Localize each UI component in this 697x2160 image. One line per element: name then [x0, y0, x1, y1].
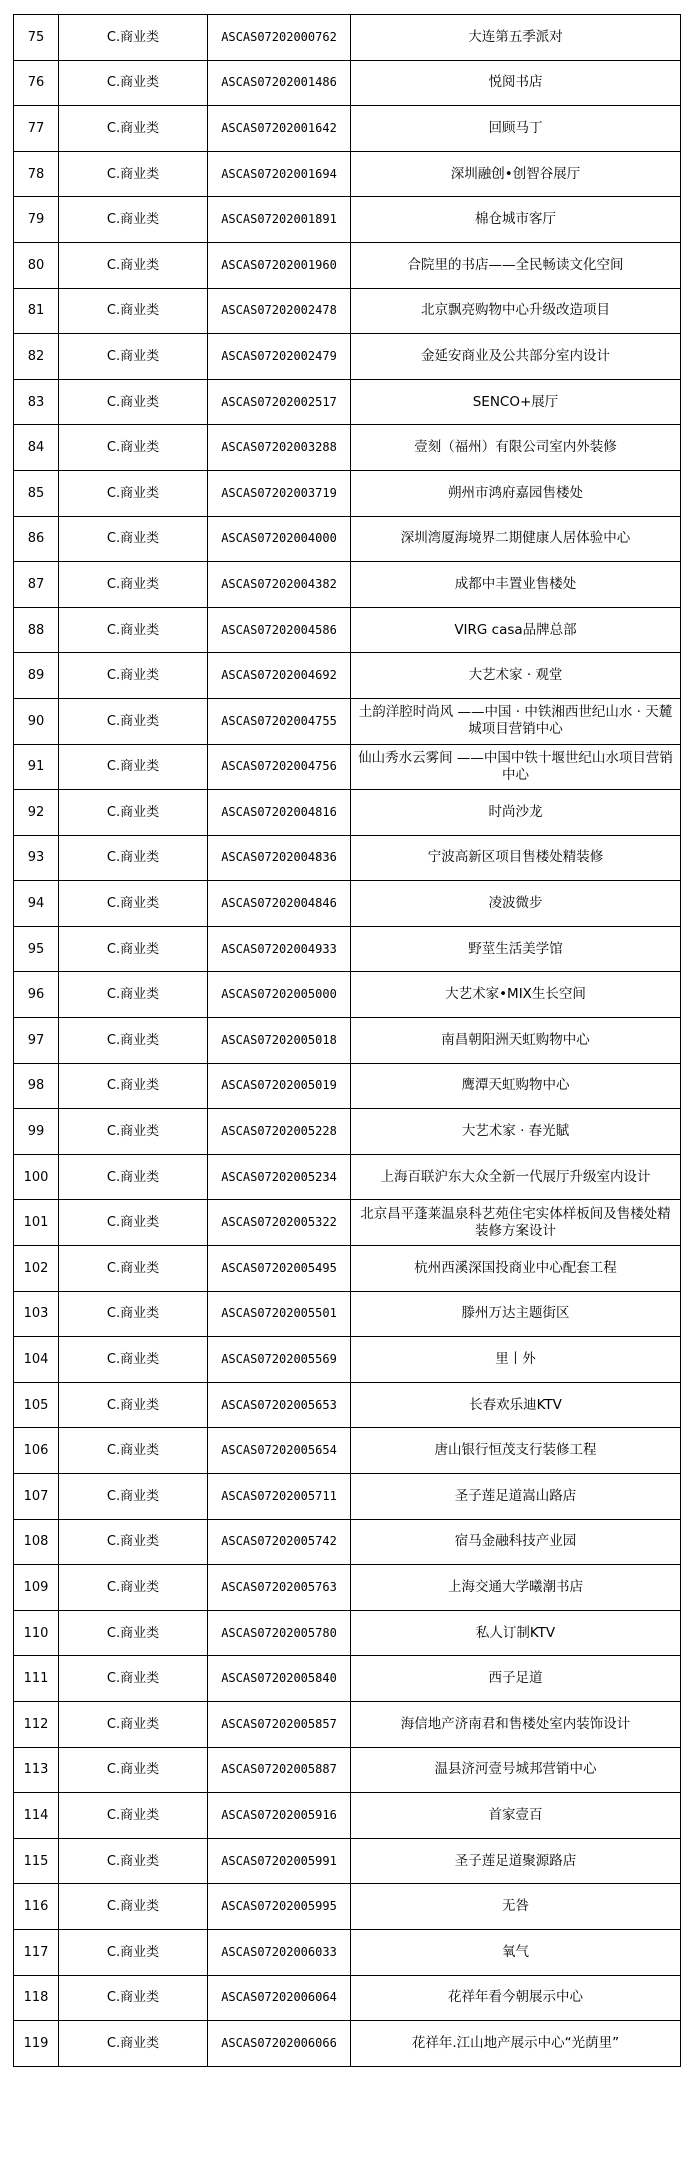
- row-number-cell: 105: [14, 1382, 59, 1428]
- table-row: [14, 698, 681, 744]
- category-cell: C.商业类: [59, 242, 208, 288]
- project-code-cell: ASCAS07202005991: [208, 1838, 351, 1884]
- row-number-cell: 114: [14, 1793, 59, 1839]
- project-code-cell: ASCAS07202001642: [208, 106, 351, 152]
- table-row: [14, 15, 681, 61]
- project-code-cell: ASCAS07202005501: [208, 1291, 351, 1337]
- table-row: [14, 106, 681, 152]
- category-cell: C.商业类: [59, 698, 208, 744]
- project-code-cell: ASCAS07202004816: [208, 790, 351, 836]
- project-name-cell: 宿马金融科技产业园: [351, 1519, 681, 1565]
- project-name-cell: 海信地产济南君和售楼处室内装饰设计: [351, 1701, 681, 1747]
- table-row: [14, 1793, 681, 1839]
- category-cell: C.商业类: [59, 197, 208, 243]
- project-code-cell: ASCAS07202004846: [208, 881, 351, 927]
- table-row: [14, 516, 681, 562]
- category-cell: C.商业类: [59, 653, 208, 699]
- project-name-cell: 温县济河壹号城邦营销中心: [351, 1747, 681, 1793]
- category-cell: C.商业类: [59, 744, 208, 790]
- category-cell: C.商业类: [59, 1975, 208, 2021]
- project-code-cell: ASCAS07202006033: [208, 1929, 351, 1975]
- project-name-cell: 西子足道: [351, 1656, 681, 1702]
- table-row: [14, 1838, 681, 1884]
- table-row: [14, 242, 681, 288]
- table-row: [14, 607, 681, 653]
- category-cell: C.商业类: [59, 1929, 208, 1975]
- project-name-cell: 上海百联沪东大众全新一代展厅升级室内设计: [351, 1154, 681, 1200]
- row-number-cell: 100: [14, 1154, 59, 1200]
- project-name-cell: 唐山银行恒茂支行装修工程: [351, 1428, 681, 1474]
- row-number-cell: 108: [14, 1519, 59, 1565]
- category-cell: C.商业类: [59, 881, 208, 927]
- project-name-cell: 野莖生活美学馆: [351, 926, 681, 972]
- row-number-cell: 109: [14, 1565, 59, 1611]
- table-row: [14, 881, 681, 927]
- row-number-cell: 76: [14, 60, 59, 106]
- category-cell: C.商业类: [59, 15, 208, 61]
- project-code-cell: ASCAS07202005019: [208, 1063, 351, 1109]
- row-number-cell: 113: [14, 1747, 59, 1793]
- project-name-cell: 滕州万达主题街区: [351, 1291, 681, 1337]
- project-code-cell: ASCAS07202005711: [208, 1474, 351, 1520]
- category-cell: C.商业类: [59, 607, 208, 653]
- project-code-cell: ASCAS07202004756: [208, 744, 351, 790]
- table-row: [14, 288, 681, 334]
- row-number-cell: 117: [14, 1929, 59, 1975]
- category-cell: C.商业类: [59, 1109, 208, 1155]
- project-name-cell: 大艺术家 · 观堂: [351, 653, 681, 699]
- category-cell: C.商业类: [59, 1200, 208, 1246]
- project-code-cell: ASCAS07202005653: [208, 1382, 351, 1428]
- category-cell: C.商业类: [59, 151, 208, 197]
- project-name-cell: 时尚沙龙: [351, 790, 681, 836]
- category-cell: C.商业类: [59, 106, 208, 152]
- row-number-cell: 118: [14, 1975, 59, 2021]
- row-number-cell: 112: [14, 1701, 59, 1747]
- table-row: [14, 1337, 681, 1383]
- category-cell: C.商业类: [59, 1747, 208, 1793]
- project-code-cell: ASCAS07202004382: [208, 562, 351, 608]
- project-table-body: [14, 15, 681, 2067]
- row-number-cell: 104: [14, 1337, 59, 1383]
- table-row: [14, 653, 681, 699]
- row-number-cell: 90: [14, 698, 59, 744]
- row-number-cell: 119: [14, 2021, 59, 2067]
- category-cell: C.商业类: [59, 425, 208, 471]
- project-name-cell: 大连第五季派对: [351, 15, 681, 61]
- category-cell: C.商业类: [59, 835, 208, 881]
- project-name-cell: 仙山秀水云雾间 ——中国中铁十堰世纪山水项目营销中心: [351, 744, 681, 790]
- table-row: [14, 1656, 681, 1702]
- table-row: [14, 1246, 681, 1292]
- project-code-cell: ASCAS07202004836: [208, 835, 351, 881]
- project-name-cell: 首家壹百: [351, 1793, 681, 1839]
- row-number-cell: 83: [14, 379, 59, 425]
- row-number-cell: 115: [14, 1838, 59, 1884]
- project-name-cell: 壹刻（福州）有限公司室内外装修: [351, 425, 681, 471]
- project-name-cell: 私人订制KTV: [351, 1610, 681, 1656]
- row-number-cell: 96: [14, 972, 59, 1018]
- table-row: [14, 1291, 681, 1337]
- category-cell: C.商业类: [59, 1701, 208, 1747]
- project-name-cell: 大艺术家•MIX生长空间: [351, 972, 681, 1018]
- row-number-cell: 99: [14, 1109, 59, 1155]
- table-row: [14, 60, 681, 106]
- table-row: [14, 562, 681, 608]
- table-row: [14, 1200, 681, 1246]
- project-code-cell: ASCAS07202001891: [208, 197, 351, 243]
- project-name-cell: 南昌朝阳洲天虹购物中心: [351, 1018, 681, 1064]
- table-row: [14, 1154, 681, 1200]
- category-cell: C.商业类: [59, 379, 208, 425]
- table-row: [14, 334, 681, 380]
- row-number-cell: 82: [14, 334, 59, 380]
- project-name-cell: 凌波微步: [351, 881, 681, 927]
- category-cell: C.商业类: [59, 1656, 208, 1702]
- table-row: [14, 744, 681, 790]
- row-number-cell: 81: [14, 288, 59, 334]
- row-number-cell: 84: [14, 425, 59, 471]
- category-cell: C.商业类: [59, 1154, 208, 1200]
- table-row: [14, 1565, 681, 1611]
- row-number-cell: 88: [14, 607, 59, 653]
- project-code-cell: ASCAS07202005000: [208, 972, 351, 1018]
- table-row: [14, 1109, 681, 1155]
- category-cell: C.商业类: [59, 470, 208, 516]
- row-number-cell: 93: [14, 835, 59, 881]
- project-code-cell: ASCAS07202001960: [208, 242, 351, 288]
- table-row: [14, 151, 681, 197]
- row-number-cell: 98: [14, 1063, 59, 1109]
- project-code-cell: ASCAS07202001694: [208, 151, 351, 197]
- project-code-cell: ASCAS07202005322: [208, 1200, 351, 1246]
- row-number-cell: 97: [14, 1018, 59, 1064]
- project-table: [13, 14, 681, 2067]
- project-name-cell: 圣子莲足道聚源路店: [351, 1838, 681, 1884]
- category-cell: C.商业类: [59, 1382, 208, 1428]
- project-code-cell: ASCAS07202005763: [208, 1565, 351, 1611]
- project-code-cell: ASCAS07202005857: [208, 1701, 351, 1747]
- category-cell: C.商业类: [59, 1793, 208, 1839]
- table-row: [14, 1929, 681, 1975]
- table-row: [14, 1382, 681, 1428]
- project-name-cell: 棉仓城市客厅: [351, 197, 681, 243]
- category-cell: C.商业类: [59, 1838, 208, 1884]
- project-code-cell: ASCAS07202005569: [208, 1337, 351, 1383]
- project-code-cell: ASCAS07202004755: [208, 698, 351, 744]
- project-name-cell: 深圳湾厦海境界二期健康人居体验中心: [351, 516, 681, 562]
- project-name-cell: VIRG casa品牌总部: [351, 607, 681, 653]
- project-name-cell: SENCO+展厅: [351, 379, 681, 425]
- project-name-cell: 悦阅书店: [351, 60, 681, 106]
- table-row: [14, 790, 681, 836]
- project-code-cell: ASCAS07202005887: [208, 1747, 351, 1793]
- project-code-cell: ASCAS07202003288: [208, 425, 351, 471]
- table-row: [14, 1018, 681, 1064]
- category-cell: C.商业类: [59, 1018, 208, 1064]
- project-name-cell: 合院里的书店——全民畅读文化空间: [351, 242, 681, 288]
- row-number-cell: 85: [14, 470, 59, 516]
- row-number-cell: 78: [14, 151, 59, 197]
- table-row: [14, 1975, 681, 2021]
- project-code-cell: ASCAS07202002478: [208, 288, 351, 334]
- project-code-cell: ASCAS07202002479: [208, 334, 351, 380]
- table-row: [14, 2021, 681, 2067]
- project-code-cell: ASCAS07202005742: [208, 1519, 351, 1565]
- category-cell: C.商业类: [59, 790, 208, 836]
- row-number-cell: 106: [14, 1428, 59, 1474]
- project-code-cell: ASCAS07202004586: [208, 607, 351, 653]
- project-code-cell: ASCAS07202004000: [208, 516, 351, 562]
- category-cell: C.商业类: [59, 1565, 208, 1611]
- project-code-cell: ASCAS07202001486: [208, 60, 351, 106]
- project-name-cell: 上海交通大学曦潮书店: [351, 1565, 681, 1611]
- row-number-cell: 107: [14, 1474, 59, 1520]
- category-cell: C.商业类: [59, 926, 208, 972]
- project-name-cell: 大艺术家 · 春光賦: [351, 1109, 681, 1155]
- project-code-cell: ASCAS07202005916: [208, 1793, 351, 1839]
- category-cell: C.商业类: [59, 1063, 208, 1109]
- project-name-cell: 无咎: [351, 1884, 681, 1930]
- category-cell: C.商业类: [59, 1474, 208, 1520]
- table-row: [14, 1519, 681, 1565]
- row-number-cell: 77: [14, 106, 59, 152]
- row-number-cell: 91: [14, 744, 59, 790]
- row-number-cell: 116: [14, 1884, 59, 1930]
- table-row: [14, 835, 681, 881]
- project-code-cell: ASCAS07202006066: [208, 2021, 351, 2067]
- project-code-cell: ASCAS07202005654: [208, 1428, 351, 1474]
- table-row: [14, 972, 681, 1018]
- project-code-cell: ASCAS07202004933: [208, 926, 351, 972]
- project-code-cell: ASCAS07202005840: [208, 1656, 351, 1702]
- project-code-cell: ASCAS07202005228: [208, 1109, 351, 1155]
- table-row: [14, 1747, 681, 1793]
- row-number-cell: 101: [14, 1200, 59, 1246]
- project-name-cell: 朔州市鸿府嘉园售楼处: [351, 470, 681, 516]
- project-name-cell: 花祥年看今朝展示中心: [351, 1975, 681, 2021]
- project-name-cell: 回顾马丁: [351, 106, 681, 152]
- table-row: [14, 470, 681, 516]
- project-code-cell: ASCAS07202005780: [208, 1610, 351, 1656]
- row-number-cell: 87: [14, 562, 59, 608]
- project-code-cell: ASCAS07202004692: [208, 653, 351, 699]
- project-name-cell: 花祥年.江山地产展示中心“光荫里”: [351, 2021, 681, 2067]
- category-cell: C.商业类: [59, 1884, 208, 1930]
- project-code-cell: ASCAS07202005495: [208, 1246, 351, 1292]
- row-number-cell: 89: [14, 653, 59, 699]
- project-name-cell: 金延安商业及公共部分室内设计: [351, 334, 681, 380]
- category-cell: C.商业类: [59, 562, 208, 608]
- project-name-cell: 深圳融创•创智谷展厅: [351, 151, 681, 197]
- table-row: [14, 1063, 681, 1109]
- row-number-cell: 95: [14, 926, 59, 972]
- project-code-cell: ASCAS07202005995: [208, 1884, 351, 1930]
- table-row: [14, 926, 681, 972]
- project-code-cell: ASCAS07202005234: [208, 1154, 351, 1200]
- project-name-cell: 圣子莲足道嵩山路店: [351, 1474, 681, 1520]
- category-cell: C.商业类: [59, 1519, 208, 1565]
- row-number-cell: 102: [14, 1246, 59, 1292]
- row-number-cell: 111: [14, 1656, 59, 1702]
- category-cell: C.商业类: [59, 288, 208, 334]
- row-number-cell: 92: [14, 790, 59, 836]
- project-name-cell: 宁波高新区项目售楼处精装修: [351, 835, 681, 881]
- table-row: [14, 1884, 681, 1930]
- category-cell: C.商业类: [59, 1428, 208, 1474]
- category-cell: C.商业类: [59, 1610, 208, 1656]
- project-name-cell: 成都中丰置业售楼处: [351, 562, 681, 608]
- project-name-cell: 北京昌平蓬莱温泉科艺苑住宅实体样板间及售楼处精装修方案设计: [351, 1200, 681, 1246]
- project-code-cell: ASCAS07202002517: [208, 379, 351, 425]
- row-number-cell: 94: [14, 881, 59, 927]
- project-name-cell: 杭州西溪深国投商业中心配套工程: [351, 1246, 681, 1292]
- project-name-cell: 北京飘亮购物中心升级改造项目: [351, 288, 681, 334]
- table-row: [14, 197, 681, 243]
- category-cell: C.商业类: [59, 1291, 208, 1337]
- row-number-cell: 110: [14, 1610, 59, 1656]
- category-cell: C.商业类: [59, 1337, 208, 1383]
- table-row: [14, 1474, 681, 1520]
- category-cell: C.商业类: [59, 334, 208, 380]
- category-cell: C.商业类: [59, 516, 208, 562]
- row-number-cell: 75: [14, 15, 59, 61]
- category-cell: C.商业类: [59, 1246, 208, 1292]
- row-number-cell: 80: [14, 242, 59, 288]
- project-name-cell: 鹰潭天虹购物中心: [351, 1063, 681, 1109]
- project-name-cell: 土韵洋腔时尚风 ——中国 · 中铁湘西世纪山水 · 天麓城项目营销中心: [351, 698, 681, 744]
- table-row: [14, 379, 681, 425]
- row-number-cell: 86: [14, 516, 59, 562]
- project-code-cell: ASCAS07202003719: [208, 470, 351, 516]
- project-name-cell: 氧气: [351, 1929, 681, 1975]
- category-cell: C.商业类: [59, 972, 208, 1018]
- project-name-cell: 长春欢乐迪KTV: [351, 1382, 681, 1428]
- row-number-cell: 79: [14, 197, 59, 243]
- table-row: [14, 1701, 681, 1747]
- row-number-cell: 103: [14, 1291, 59, 1337]
- table-row: [14, 1610, 681, 1656]
- category-cell: C.商业类: [59, 2021, 208, 2067]
- project-code-cell: ASCAS07202006064: [208, 1975, 351, 2021]
- project-code-cell: ASCAS07202000762: [208, 15, 351, 61]
- table-row: [14, 1428, 681, 1474]
- project-code-cell: ASCAS07202005018: [208, 1018, 351, 1064]
- category-cell: C.商业类: [59, 60, 208, 106]
- table-row: [14, 425, 681, 471]
- project-name-cell: 里丨外: [351, 1337, 681, 1383]
